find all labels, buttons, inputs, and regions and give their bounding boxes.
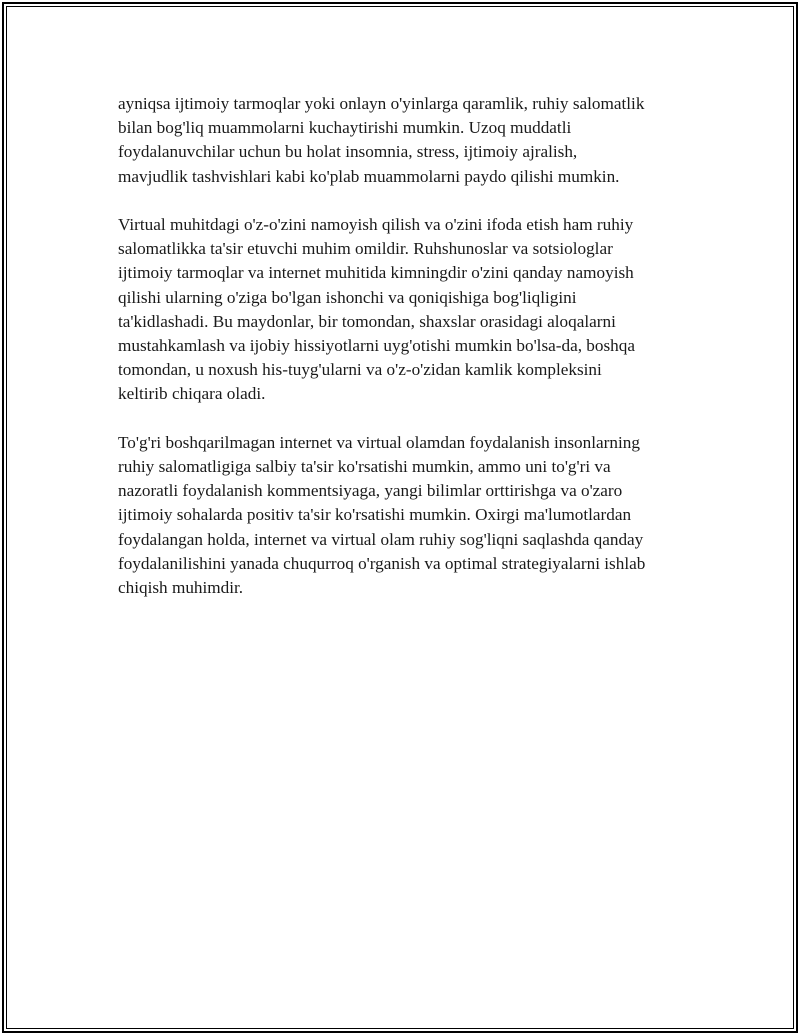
text-line: keltirib chiqara oladi. (118, 384, 266, 404)
text-line: To'g'ri boshqarilmagan internet va virtual olamdan foydalanish insonlarning (118, 432, 640, 452)
text-line: ta'kidlashadi. Bu maydonlar, bir tomondan, shaxslar orasidagi aloqalarni (118, 311, 616, 331)
text-line: mustahkamlash va ijobiy hissiyotlarni uyg'otishi mumkin bo'lsa-da, boshqa (118, 336, 636, 356)
text-line: tomondan, u noxush his-tuyg'ularni va o'z-o'zidan kamlik kompleksini (118, 360, 602, 380)
text-line: ayniqsa ijtimoiy tarmoqlar yoki onlayn o'yinlarga qaramlik, ruhiy salomatlik (118, 94, 645, 113)
document-body (118, 92, 698, 624)
text-line: salomatlikka ta'sir etuvchi muhim omildir. Ruhshunoslar va sotsiologlar (118, 239, 613, 259)
text-line: chiqish muhimdir. (118, 578, 244, 598)
text-line: foydalangan holda, internet va virtual olam ruhiy sog'liqni saqlashda qanday (118, 529, 644, 549)
text-line: Virtual muhitdagi o'z-o'zini namoyish qilish va o'zini ifoda etish ham ruhiy (118, 215, 634, 234)
text-line: mavjudlik tashvishlari kabi ko'plab muammolarni paydo qilishi mumkin. (118, 166, 620, 186)
text-line: qilishi ularning o'ziga bo'lgan ishonchi va qoniqishiga bog'liqligini (118, 287, 577, 307)
text-line: ruhiy salomatligiga salbiy ta'sir ko'rsatishi mumkin, ammo uni to'g'ri va (118, 457, 611, 477)
paragraph-2 (118, 213, 698, 407)
text-line: nazoratli foydalanish kommentsiyaga, yangi bilimlar orttirishga va o'zaro (118, 481, 623, 501)
text-line: bilan bog'liq muammolarni kuchaytirishi mumkin. Uzoq muddatli (118, 118, 572, 138)
text-line: foydalanuvchilar uchun bu holat insomnia, stress, ijtimoiy ajralish, (118, 142, 578, 162)
text-line: ijtimoiy sohalarda positiv ta'sir ko'rsatishi mumkin. Oxirgi ma'lumotlardan (118, 505, 632, 525)
text-line: ijtimoiy tarmoqlar va internet muhitida kimningdir o'zini qanday namoyish (118, 263, 634, 283)
paragraph-3 (118, 431, 698, 600)
paragraph-1 (118, 92, 698, 189)
text-line: foydalanilishini yanada chuqurroq o'rganish va optimal strategiyalarni ishlab (118, 553, 646, 573)
